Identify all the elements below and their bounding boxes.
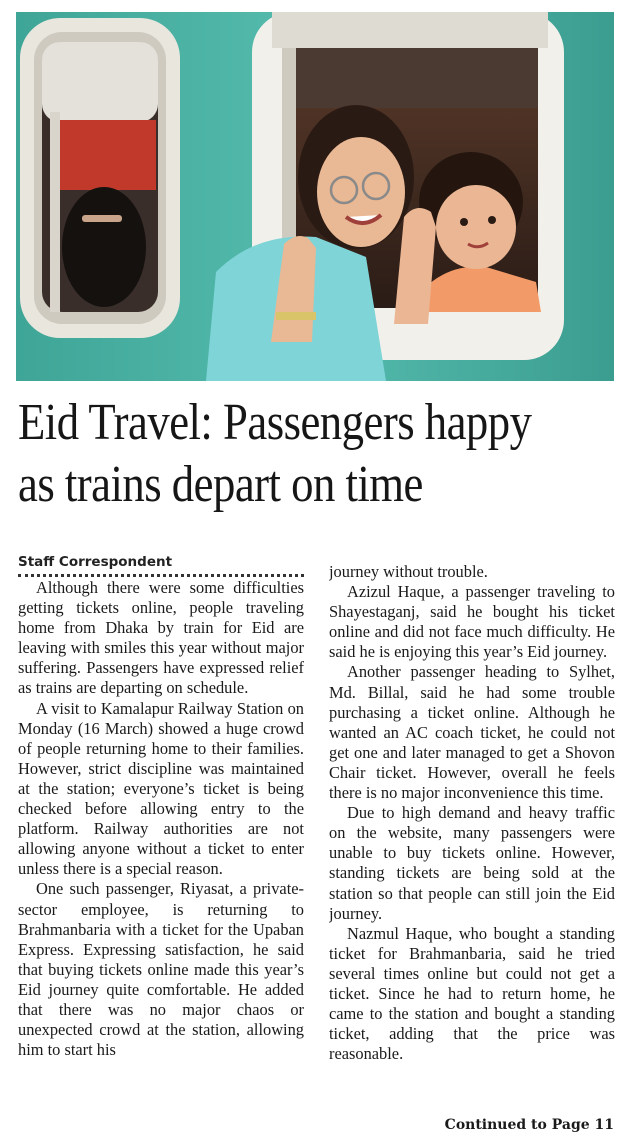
news-photo xyxy=(16,12,614,381)
paragraph: A visit to Kamalapur Railway Station on Monday (16 March) showed a huge crowd of people returning home to their families. However, strict discipline was maintained at the station; everyone’s ticket is being checked before allowing entry to the platform. Railway authorities are not allowing anyone without a ticket to enter unless there is a special reason. xyxy=(18,698,304,879)
paragraph: One such passenger, Riyasat, a private-sector employee, is returning to Brahmanbaria with a ticket for the Upaban Express. Expressing satisfaction, he said that buying tickets online made this year’s Eid journey quite comfortable. He added that there was no major chaos or unexpected crowd at the station, allowing him to start his xyxy=(18,879,304,1060)
byline: Staff Correspondent xyxy=(18,553,304,577)
continued-to-page: Continued to Page 11 xyxy=(444,1117,614,1133)
paragraph: Nazmul Haque, who bought a standing ticket for Brahmanbaria, said he tried several times online but could not get a ticket. Since he had to return home, he came to the station and bought a standing ticket, adding that the price was reasonable. xyxy=(329,923,615,1064)
headline-line-1: Eid Travel: Passengers happy xyxy=(18,394,532,451)
paragraph: Another passenger heading to Sylhet, Md. Billal, said he had some trouble purchasing a ticket online. Although he wanted an AC coach ticket, he could not get one and later managed to get a Shovon Chair ticket. However, overall he feels there is no major inconvenience this time. xyxy=(329,662,615,803)
headline-line-2: as trains depart on time xyxy=(18,456,423,513)
left-window xyxy=(20,18,180,338)
paragraph: Due to high demand and heavy traffic on the website, many passengers were unable to buy tickets online. However, standing tickets are being sold at the station so that people can still join the Eid journey. xyxy=(329,803,615,923)
headline xyxy=(18,392,531,516)
paragraph: Although there were some difficulties getting tickets online, people traveling home from Dhaka by train for Eid are leaving with smiles this year without major suffering. Passengers have expressed relief as trains are departing on schedule. xyxy=(18,578,304,698)
paragraph: Azizul Haque, a passenger traveling to Shayestaganj, said he bought his ticket online and did not face much difficulty. He said he is enjoying this year’s Eid journey. xyxy=(329,582,615,662)
article-column-1 xyxy=(18,578,304,1134)
article-column-2 xyxy=(329,562,615,1114)
train-window-photo xyxy=(16,12,614,381)
paragraph-continuation: journey without trouble. xyxy=(329,562,488,581)
